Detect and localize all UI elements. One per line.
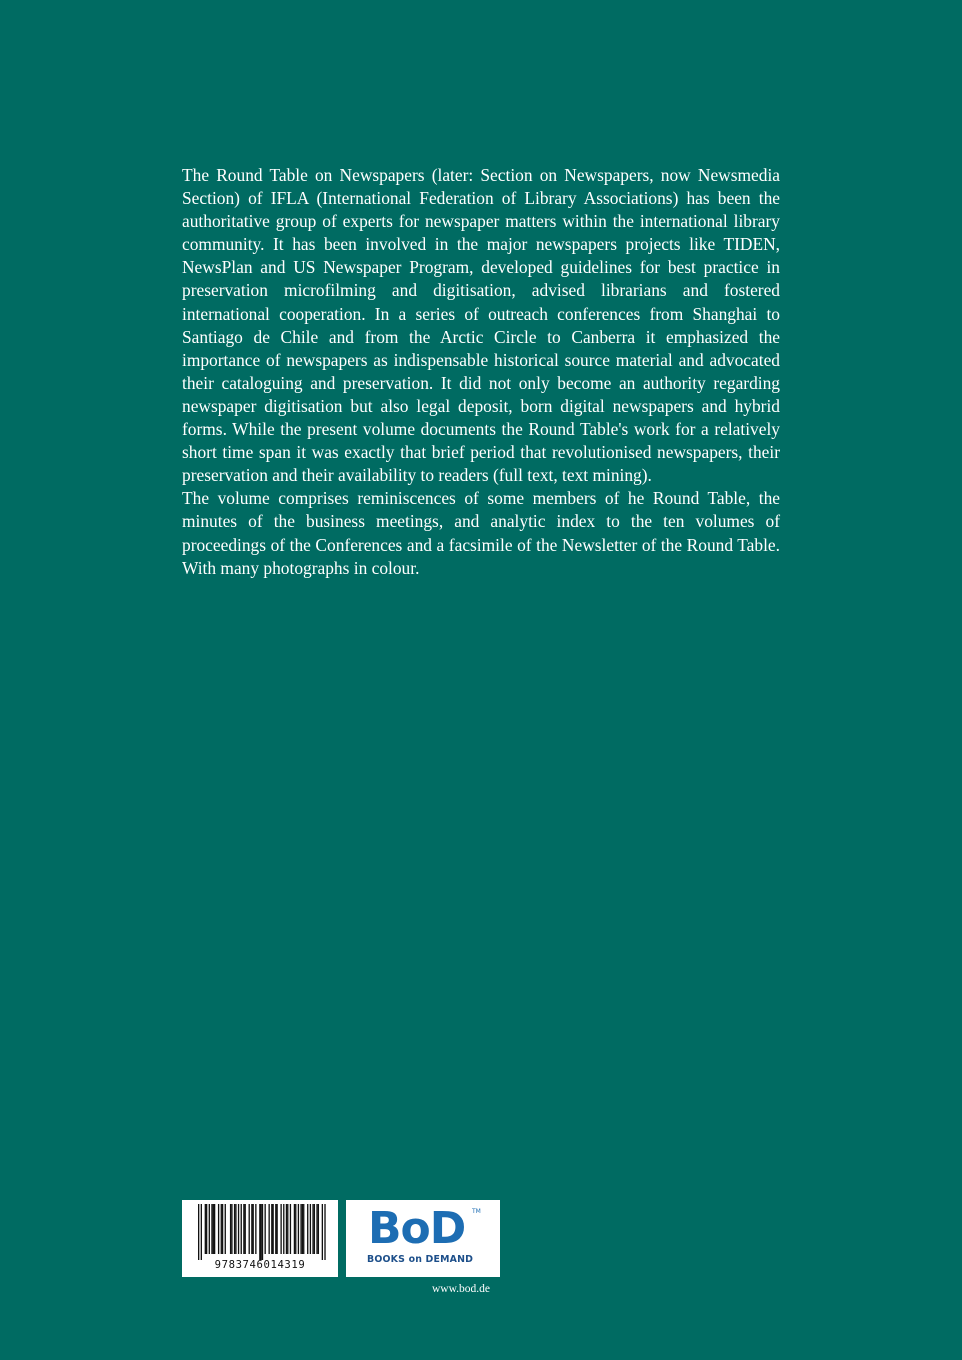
barcode-bar xyxy=(222,1204,223,1254)
barcode-bar xyxy=(316,1204,317,1254)
barcode-bar xyxy=(234,1204,235,1254)
barcode-bar xyxy=(283,1204,284,1254)
barcode-bar xyxy=(265,1204,266,1254)
barcode-bar xyxy=(235,1204,236,1254)
barcode-bar xyxy=(312,1204,313,1254)
barcode-bar xyxy=(324,1204,325,1260)
publisher-tagline: BOOKS on DEMAND xyxy=(367,1254,474,1265)
isbn-digits: 9783746014319 xyxy=(214,1259,306,1271)
barcode-bar xyxy=(221,1204,222,1254)
publisher-logo xyxy=(346,1200,500,1277)
barcode-bar xyxy=(255,1204,256,1254)
barcode-bar xyxy=(287,1204,288,1254)
barcode-bar xyxy=(243,1204,244,1254)
barcode-bar xyxy=(272,1204,273,1254)
barcode-bar xyxy=(205,1204,206,1254)
barcode-bar xyxy=(231,1204,232,1254)
barcode-bar xyxy=(318,1204,319,1254)
description-paragraph-1: The Round Table on Newspapers (later: Section on Newspapers, now Newsmedia Section) of IFLA (International Federation of Library Associations) has been the authoritative group of experts for newspaper matters within the international library community. It has been involved in the major newspapers projects like TIDEN, NewsPlan and US Newspaper Program, developed guidelines for best practice in preservation microfilming and digitisation, advised librarians and fostered international cooperation. In a series of outreach conferences from Shanghai to Santiago de Chile and from the Arctic Circle to Canberra it emphasized the importance of newspapers as indispensable historical source material and advocated their cataloguing and preservation. It did not only become an authority regarding newspaper digitisation but also legal deposit, born digital newspapers and hybrid forms. While the present volume documents the Round Table's work for a relatively short time span it was exactly that brief period that revolutionised newspapers, their preservation and their availability to readers (full text, text mining). xyxy=(182,165,780,486)
barcode-bars xyxy=(182,1200,338,1260)
barcode-bar xyxy=(295,1204,296,1254)
barcode-bar xyxy=(253,1204,254,1254)
barcode-bar xyxy=(201,1204,202,1260)
barcode-bar xyxy=(310,1204,311,1254)
barcode-bar xyxy=(251,1204,252,1254)
barcode-bar xyxy=(298,1204,299,1254)
barcode-bar xyxy=(261,1204,262,1260)
barcode-bar xyxy=(245,1204,246,1254)
barcode-bar xyxy=(302,1204,303,1254)
back-cover-description xyxy=(182,164,780,580)
barcode-bar xyxy=(271,1204,272,1254)
barcode-bar xyxy=(209,1204,210,1254)
barcode-bar xyxy=(214,1204,215,1254)
barcode-bar xyxy=(259,1204,260,1260)
barcode-bar xyxy=(211,1204,212,1254)
barcode-bar xyxy=(275,1204,276,1254)
barcode-bar xyxy=(241,1204,242,1254)
isbn-barcode xyxy=(182,1200,338,1277)
barcode-bar xyxy=(198,1204,199,1260)
barcode-bar xyxy=(225,1204,226,1254)
barcode-bar xyxy=(276,1204,277,1254)
barcode-bar xyxy=(307,1204,308,1254)
barcode-bar xyxy=(286,1204,287,1254)
barcode-bar xyxy=(294,1204,295,1254)
bod-logo-text: BoD xyxy=(368,1203,466,1254)
publisher-website: www.bod.de xyxy=(432,1283,491,1295)
trademark-mark: TM xyxy=(472,1208,481,1215)
barcode-bar xyxy=(303,1204,304,1254)
barcode-bar xyxy=(206,1204,207,1254)
barcode-bar xyxy=(314,1204,315,1254)
barcode-bar xyxy=(290,1204,291,1254)
barcode-bar xyxy=(230,1204,231,1254)
barcode-bar xyxy=(218,1204,219,1254)
barcode-bar xyxy=(300,1204,301,1254)
description-paragraph-2: The volume comprises reminiscences of some members of he Round Table, the minutes of the business meetings, and analytic index to the ten volumes of proceedings of the Conferences and a facsimile of the Newsletter of the Round Table. With many photographs in colour. xyxy=(182,488,780,578)
barcode-bar xyxy=(280,1204,281,1254)
barcode-bar xyxy=(262,1204,263,1260)
barcode-bar xyxy=(238,1204,239,1254)
barcode-bar xyxy=(268,1204,269,1254)
barcode-bar xyxy=(213,1204,214,1254)
barcode-bar xyxy=(322,1204,323,1260)
barcode-bar xyxy=(249,1204,250,1254)
